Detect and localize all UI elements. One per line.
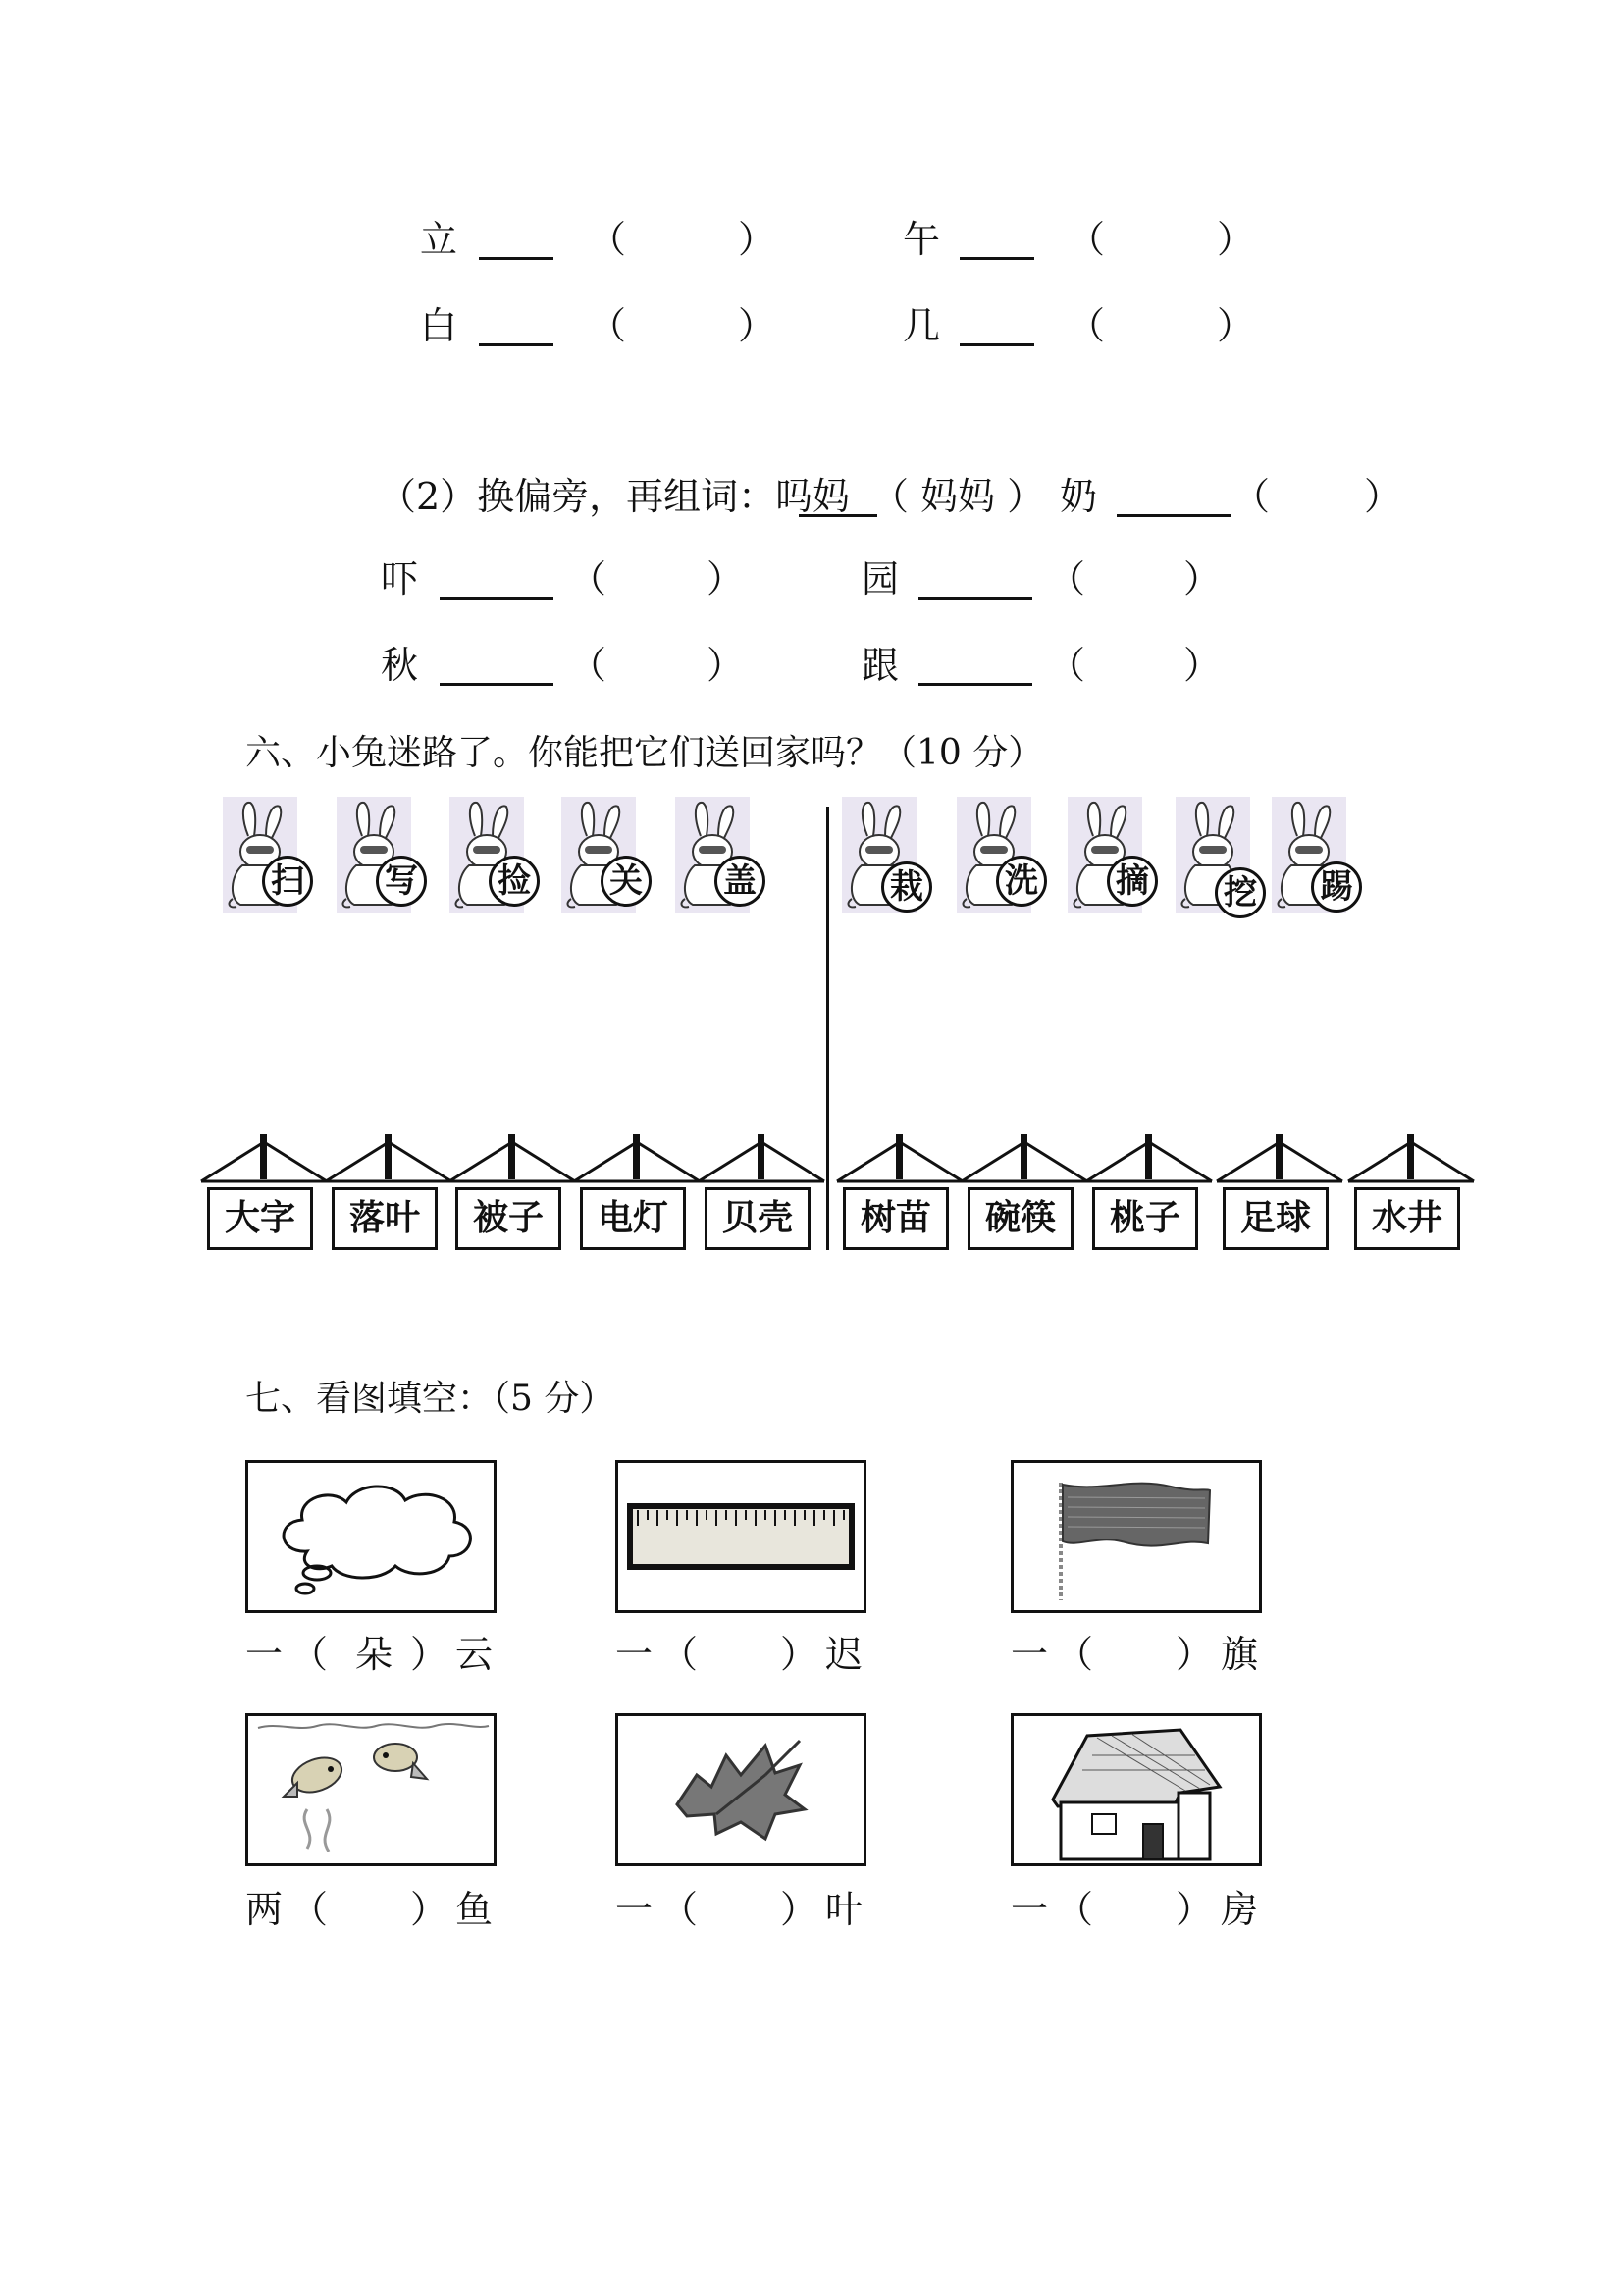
- item-suffix: 鱼: [455, 1888, 494, 1931]
- close-paren: ）: [1183, 644, 1222, 687]
- item-suffix: 云: [455, 1633, 494, 1676]
- item-prefix: 一: [245, 1633, 284, 1676]
- char-bai: 白: [420, 304, 458, 347]
- close-paren: ）: [780, 1888, 818, 1931]
- house-label: 水井: [1354, 1187, 1460, 1250]
- open-paren: （: [1056, 1888, 1094, 1931]
- rabbit-char: 扫: [262, 856, 313, 907]
- house-label: 电灯: [580, 1187, 686, 1250]
- house-label: 足球: [1223, 1187, 1329, 1250]
- house-label: 树苗: [843, 1187, 949, 1250]
- open-paren: （: [589, 304, 627, 347]
- close-paren: ）: [410, 1633, 448, 1676]
- char-qiu: 秋: [381, 644, 419, 687]
- char-li: 立: [420, 218, 458, 261]
- open-paren: （: [1232, 475, 1271, 518]
- close-paren: ）: [780, 1633, 818, 1676]
- blank-qiu[interactable]: [440, 683, 553, 686]
- rabbit-char: 栽: [881, 861, 932, 913]
- close-paren: ）: [707, 557, 745, 600]
- flag-picture: [1011, 1460, 1262, 1613]
- open-paren: （: [1056, 1633, 1094, 1676]
- rabbit-char: 写: [376, 856, 427, 907]
- item-suffix: 旗: [1221, 1633, 1259, 1676]
- open-paren: （: [1048, 644, 1086, 687]
- char-ji: 几: [903, 304, 941, 347]
- rabbit-char: 挖: [1215, 867, 1266, 918]
- fish-picture: [245, 1713, 497, 1866]
- open-paren: （: [569, 557, 607, 600]
- house-label: 大字: [207, 1187, 313, 1250]
- open-paren: （: [1048, 557, 1086, 600]
- blank-gen[interactable]: [918, 683, 1032, 686]
- close-paren: ）: [707, 644, 745, 687]
- house-label: 贝壳: [705, 1187, 811, 1250]
- cloud-picture: [245, 1460, 497, 1613]
- close-paren: ）: [1217, 304, 1255, 347]
- section6-title: 六、小兔迷路了。你能把它们送回家吗？（10 分）: [245, 733, 1044, 773]
- house-icon: [1014, 1716, 1259, 1863]
- char-wu: 午: [903, 218, 941, 261]
- item-answer[interactable]: 朵: [355, 1633, 393, 1676]
- house-label: 桃子: [1092, 1187, 1198, 1250]
- blank-xia[interactable]: [440, 597, 553, 600]
- item-suffix: 房: [1221, 1888, 1259, 1931]
- rabbit-char: 捡: [489, 856, 540, 907]
- rabbit-char: 踢: [1311, 861, 1362, 913]
- section6-divider: [826, 807, 829, 1250]
- char-xia: 吓: [381, 557, 419, 600]
- blank-nai[interactable]: [1117, 514, 1231, 517]
- item-suffix: 迟: [825, 1633, 864, 1676]
- open-paren: （: [290, 1888, 329, 1931]
- house-label: 落叶: [332, 1187, 438, 1250]
- close-paren: ）: [1176, 1633, 1214, 1676]
- char-yuan: 园: [862, 557, 900, 600]
- open-paren: （: [1068, 218, 1106, 261]
- house-picture: [1011, 1713, 1262, 1866]
- ruler-picture: [615, 1460, 866, 1613]
- example-underline: [799, 514, 877, 517]
- open-paren: （: [569, 644, 607, 687]
- blank-bai[interactable]: [479, 343, 553, 346]
- radical-prompt: （2）换偏旁，再组词：吗: [379, 475, 813, 518]
- leaf-picture: [615, 1713, 866, 1866]
- rabbit-char: 盖: [714, 856, 765, 907]
- house-label: 被子: [455, 1187, 561, 1250]
- close-paren: ）: [1364, 475, 1402, 518]
- close-paren: ）: [738, 304, 776, 347]
- char-gen: 跟: [862, 644, 900, 687]
- item-prefix: 一: [615, 1888, 654, 1931]
- blank-li[interactable]: [479, 257, 553, 260]
- char-nai: 奶: [1060, 475, 1098, 518]
- ruler-icon: [618, 1463, 864, 1610]
- close-paren: ）: [410, 1888, 448, 1931]
- leaf-icon: [618, 1716, 864, 1863]
- section7-title: 七、看图填空：（5 分）: [245, 1379, 615, 1419]
- house-label: 碗筷: [968, 1187, 1074, 1250]
- item-prefix: 两: [245, 1888, 284, 1931]
- item-prefix: 一: [1011, 1888, 1049, 1931]
- open-paren: （: [589, 218, 627, 261]
- open-paren: （: [1068, 304, 1106, 347]
- item-suffix: 叶: [825, 1888, 864, 1931]
- close-paren: ）: [1183, 557, 1222, 600]
- close-paren: ）: [1176, 1888, 1214, 1931]
- rabbit-char: 关: [601, 856, 652, 907]
- rabbit-char: 摘: [1107, 856, 1158, 907]
- example-answer: 妈: [812, 475, 851, 518]
- open-paren: （: [660, 1633, 699, 1676]
- example-word: （ 妈妈 ）: [871, 475, 1045, 518]
- blank-wu[interactable]: [960, 257, 1034, 260]
- close-paren: ）: [1217, 218, 1255, 261]
- blank-yuan[interactable]: [918, 597, 1032, 600]
- flag-icon: [1014, 1463, 1259, 1610]
- close-paren: ）: [738, 218, 776, 261]
- item-prefix: 一: [1011, 1633, 1049, 1676]
- open-paren: （: [290, 1633, 329, 1676]
- fish-icon: [248, 1716, 494, 1863]
- cloud-icon: [248, 1463, 494, 1610]
- item-prefix: 一: [615, 1633, 654, 1676]
- blank-ji[interactable]: [960, 343, 1034, 346]
- rabbit-char: 洗: [996, 856, 1047, 907]
- open-paren: （: [660, 1888, 699, 1931]
